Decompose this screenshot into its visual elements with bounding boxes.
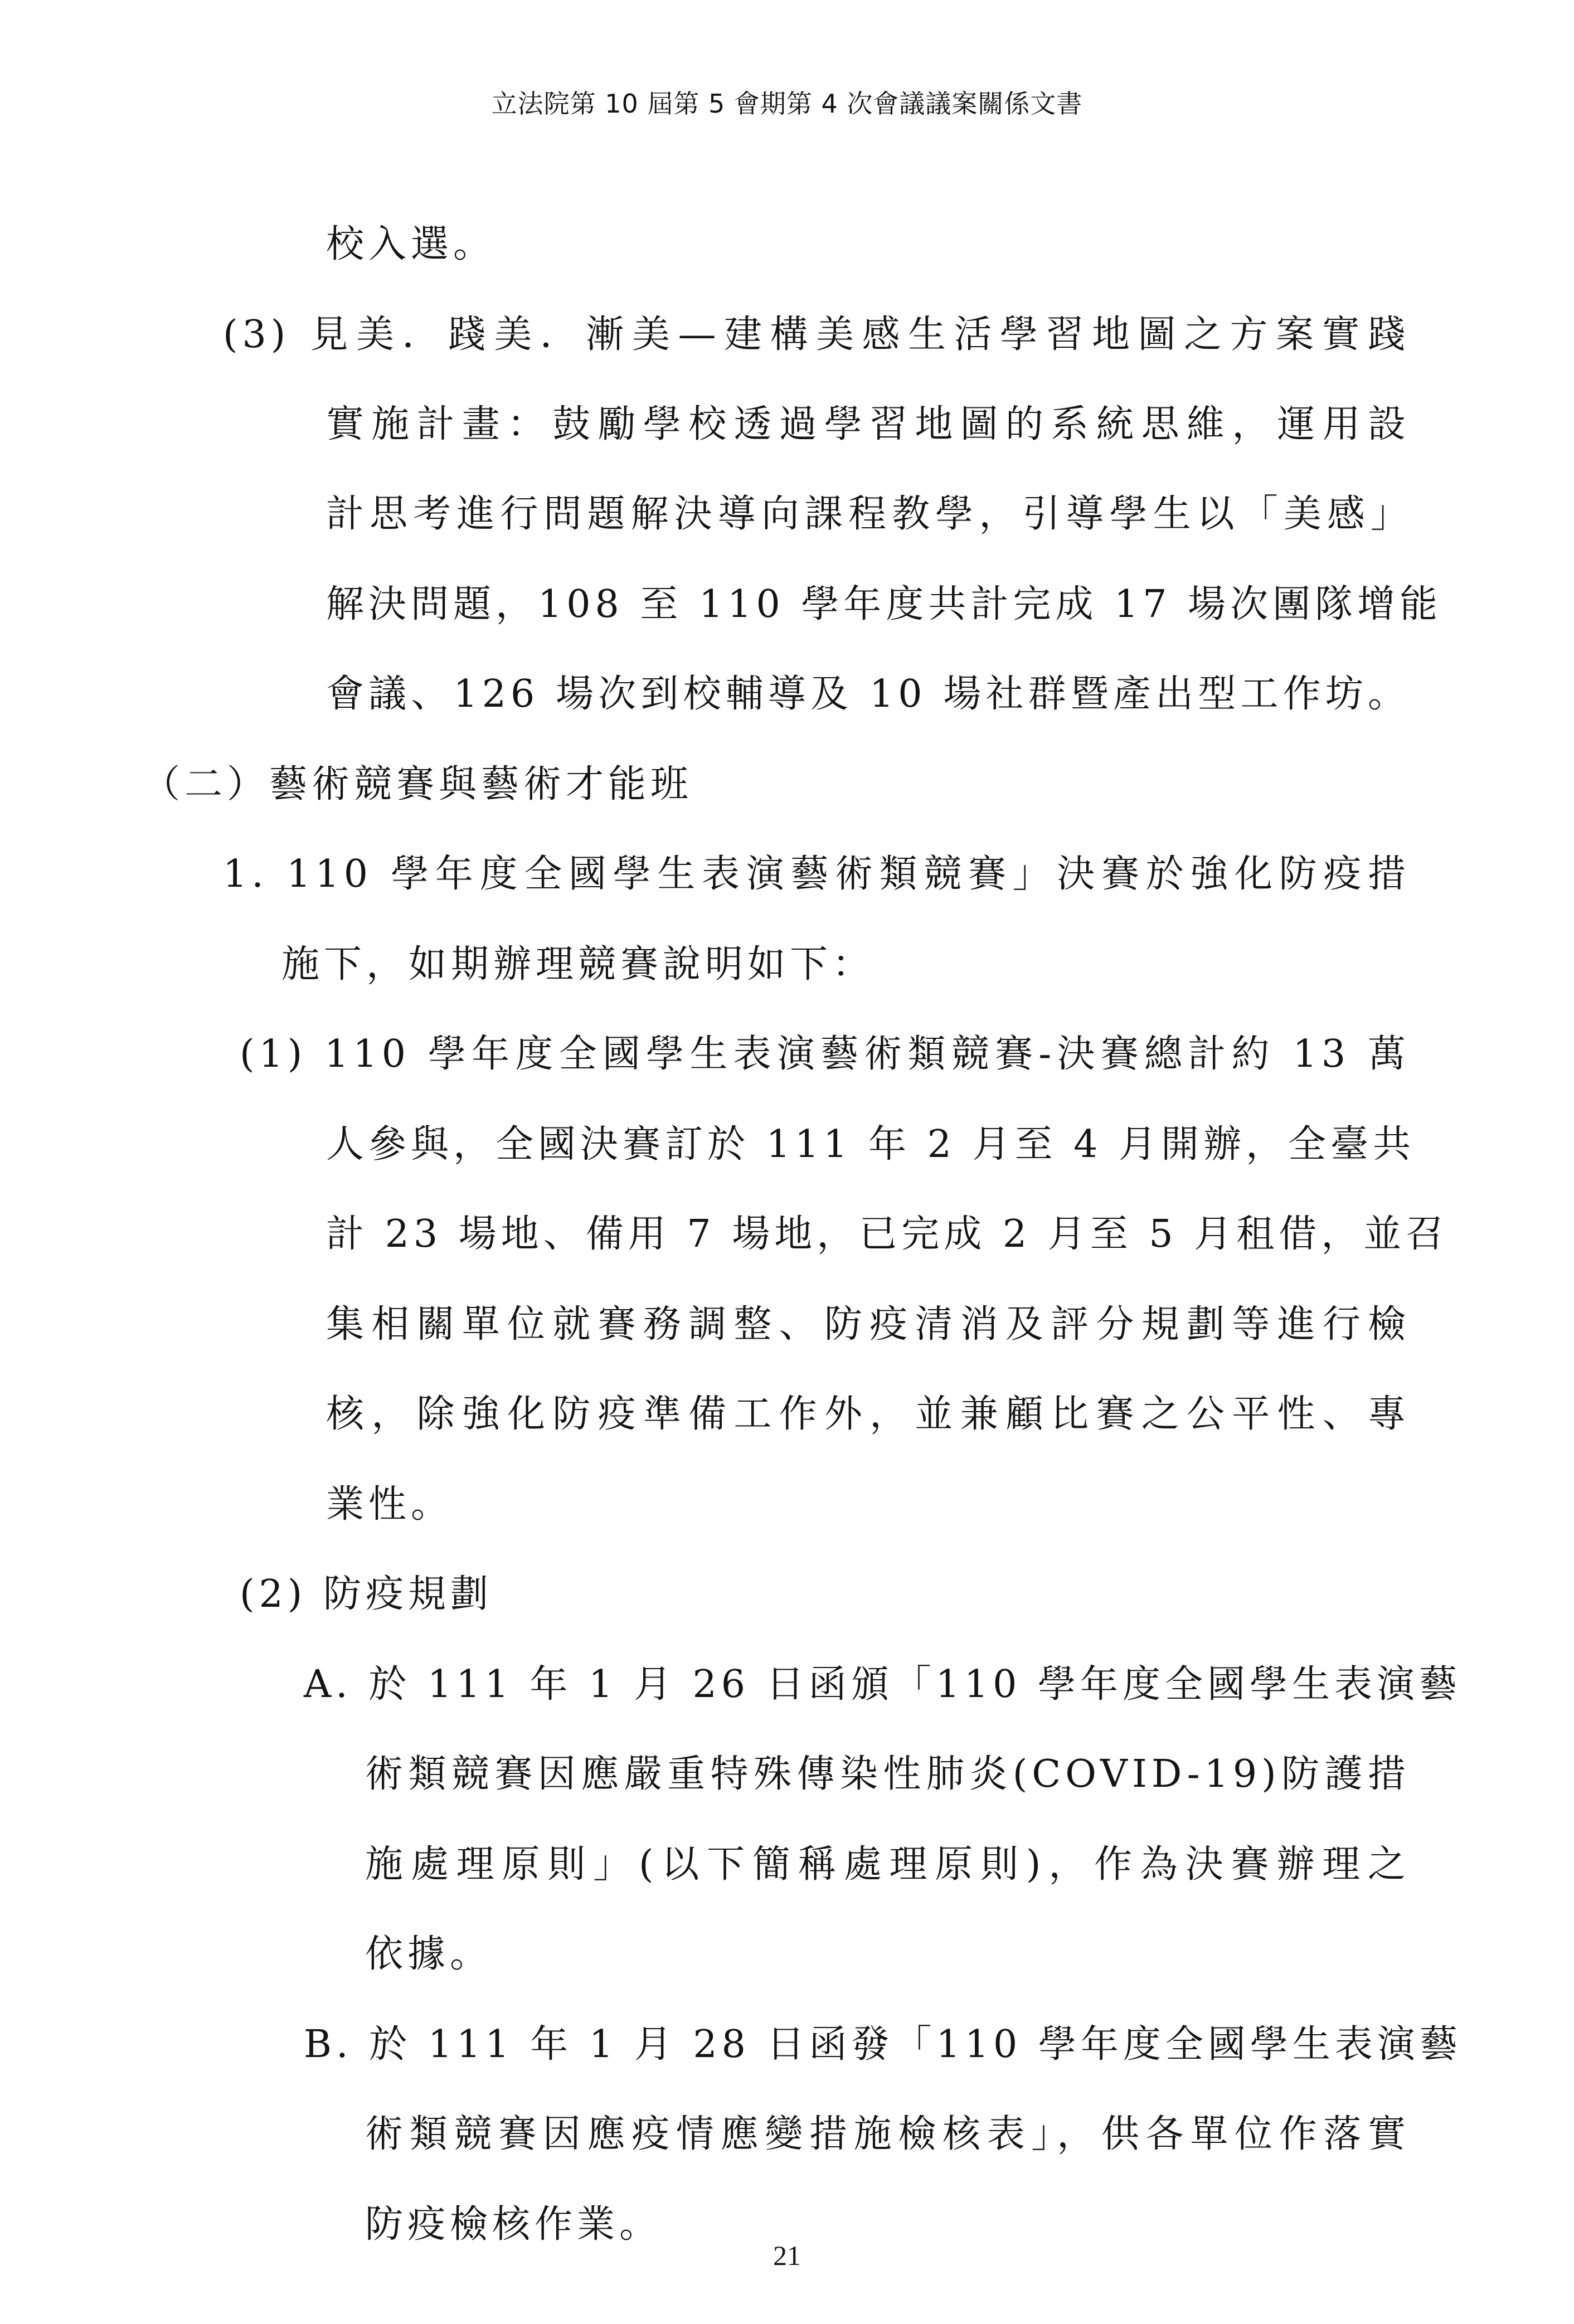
text-line: A. 於 111 年 1 月 26 日函頒「110 學年度全國學生表演藝	[304, 1662, 1462, 1706]
text-line: 依據。	[365, 1932, 493, 1976]
text-line: (1) 110 學年度全國學生表演藝術類競賽-決賽總計約 13 萬	[240, 1032, 1410, 1076]
page-number: 21	[773, 2240, 801, 2271]
text-line: 人參與，全國決賽訂於 111 年 2 月至 4 月開辦，全臺共	[326, 1122, 1416, 1166]
text-line: 防疫檢核作業。	[365, 2203, 662, 2247]
text-line: 施下，如期辦理競賽說明如下：	[281, 942, 875, 986]
text-line: 實施計畫：鼓勵學校透過學習地圖的系統思維，運用設	[326, 402, 1410, 446]
text-line: (3) 見美．踐美．漸美—建構美感生活學習地圖之方案實踐	[223, 313, 1410, 357]
text-line: 解決問題，108 至 110 學年度共計完成 17 場次團隊增能	[326, 582, 1442, 626]
text-line: 集相關單位就賽務調整、防疫清消及評分規劃等進行檢	[326, 1302, 1410, 1346]
text-line: 會議、126 場次到校輔導及 10 場社群暨產出型工作坊。	[326, 672, 1410, 716]
text-line: 1. 110 學年度全國學生表演藝術類競賽」決賽於強化防疫措	[223, 852, 1410, 896]
text-line: 核，除強化防疫準備工作外，並兼顧比賽之公平性、專	[326, 1392, 1410, 1436]
text-line: 施處理原則」(以下簡稱處理原則)，作為決賽辦理之	[365, 1842, 1410, 1887]
subsection-heading: (2) 防疫規劃	[240, 1572, 493, 1616]
text-line: 術類競賽因應嚴重特殊傳染性肺炎(COVID-19)防護措	[365, 1752, 1410, 1796]
text-line: 計思考進行問題解決導向課程教學，引導學生以「美感」	[326, 492, 1413, 536]
document-header: 立法院第 10 屆第 5 會期第 4 次會議議案關係文書	[491, 89, 1083, 119]
text-line: 計 23 場地、備用 7 場地，已完成 2 月至 5 月租借，並召	[326, 1212, 1449, 1256]
text-line: B. 於 111 年 1 月 28 日函發「110 學年度全國學生表演藝	[304, 2022, 1462, 2067]
text-line: 校入選。	[326, 222, 496, 266]
section-heading: （二）藝術競賽與藝術才能班	[142, 762, 693, 806]
text-line: 術類競賽因應疫情應變措施檢核表」，供各單位作落實	[365, 2112, 1410, 2156]
text-line: 業性。	[326, 1482, 454, 1526]
